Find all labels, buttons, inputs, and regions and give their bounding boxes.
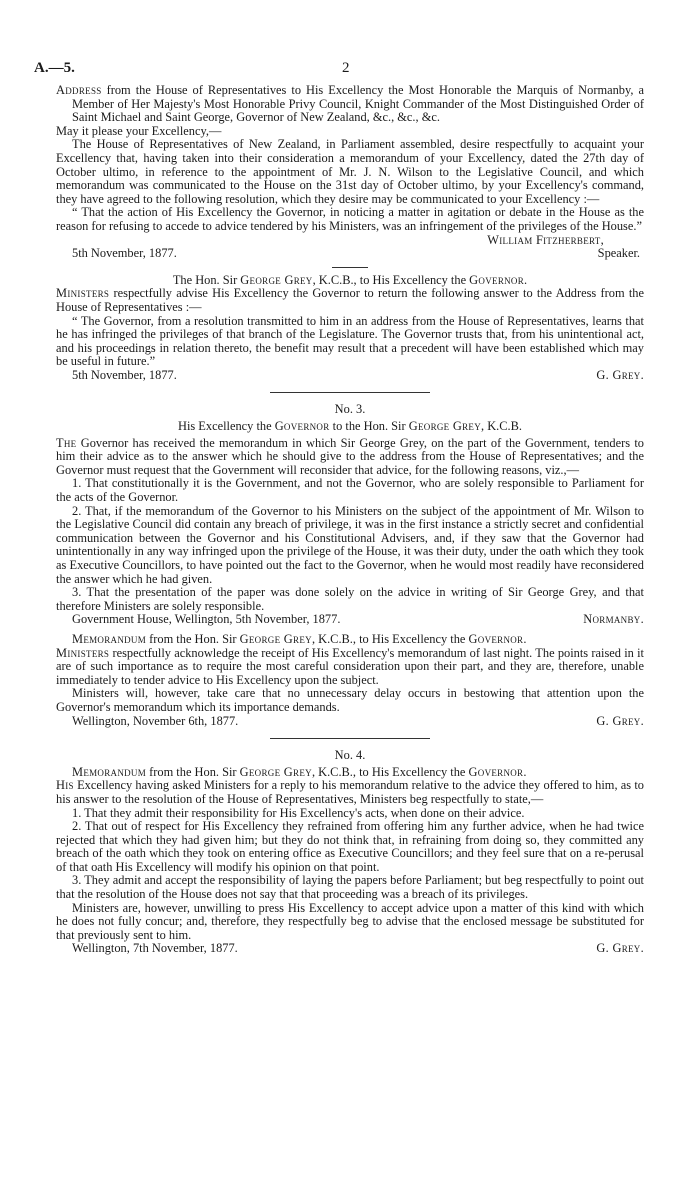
grey-memo-2-signature: G. Grey. xyxy=(596,713,644,728)
no3-point-3: 3. That the presentation of the paper was done solely on the advice in writing of Sir George Grey, and that therefore Ministers are solely responsible. xyxy=(56,585,644,613)
no3-signature: Normanby. xyxy=(583,612,644,627)
no3-place-date: Government House, Wellington, 5th November, 1877. xyxy=(72,612,341,627)
no4-section xyxy=(56,749,644,956)
grey-memo-1 xyxy=(56,274,644,383)
grey-memo-1-quote: “ The Governor, from a resolution transmitted to him in an address from the House of Representatives, learns that he has infringed the privileges of that branch of the Legislature. The Governor trusts that, from his unintentional act, and his proceedings in relation thereto, the benefit may result that a precedent will have been established which may be useful in future.” xyxy=(56,313,644,369)
grey-memo-2 xyxy=(56,633,644,728)
address-date: 5th November, 1877. xyxy=(72,246,177,261)
address-signatory-title: Speaker. xyxy=(597,246,640,261)
grey-memo-2-sign-row xyxy=(56,715,644,729)
no3-heading: His Excellency the Governor to the Hon. Sir George Grey, K.C.B. xyxy=(178,419,522,434)
grey-memo-1-heading: The Hon. Sir George Grey, K.C.B., to His Excellency the Governor. xyxy=(172,272,528,287)
section-divider xyxy=(270,738,430,739)
page-reference: A.—5. xyxy=(34,60,75,76)
no4-paragraph-4: Ministers are, however, unwilling to press His Excellency to accept advice upon a matter of this kind with which he does not fully concur; and, therefore, they respectfully beg to advise that the enclosed message be substituted for that previously sent to him. xyxy=(56,900,644,942)
no4-heading: Memorandum from the Hon. Sir George Grey, K.C.B., to His Excellency the Governor. xyxy=(72,764,527,779)
no3-point-1: 1. That constitutionally it is the Government, and not the Governor, who are solely responsible to Parliament for the acts of the Governor. xyxy=(56,476,644,505)
address-section xyxy=(56,84,644,261)
grey-memo-1-signature: G. Grey. xyxy=(596,367,644,382)
no3-sign-row xyxy=(56,613,644,627)
no3-intro: The Governor has received the memorandum in which Sir George Grey, on the part of the Government, tenders to him their advice as to the answer which he should give to the address from the House of Representatives; and the Governor must request that the Government will reconsider that advice, for the following reasons, viz.,— xyxy=(56,435,644,477)
address-heading: Address from the House of Representatives to His Excellency the Most Honorable the Marquis of Normanby, a Member of Her Majesty's Most Honorable Privy Council, Knight Commander of the Most Distinguished Order of Saint Michael and Saint George, Governor of New Zealand, &c., &c., &c. xyxy=(56,83,644,125)
page-header xyxy=(34,60,644,84)
grey-memo-2-heading: Memorandum from the Hon. Sir George Grey, K.C.B., to His Excellency the Governor. xyxy=(72,631,527,646)
no4-signature: G. Grey. xyxy=(596,941,644,956)
divider xyxy=(332,267,368,268)
address-salutation: May it please your Excellency,— xyxy=(56,123,222,138)
no3-point-2: 2. That, if the memorandum of the Governor to his Ministers on the subject of the appointment of Mr. Wilson to the Legislative Council did contain any breach of privilege, it was in the first instance a strictly secret and confidential communication between the Governor and his Constitutional Advisers, and, if they saw that the Governor had unintentionally in any way infringed upon the privilege of the House, it was their duty, under the oath which they took as Executive Councillors, to have pointed out the fact to the Governor, when he would most readily have reconsidered the answer which he had given. xyxy=(56,503,644,586)
grey-memo-2-body: Ministers respectfully acknowledge the receipt of His Excellency's memorandum of last night. The points raised in it are of such importance as to require the most careful consideration upon their part, and they are, therefore, unable immediately to tender advice to His Excellency upon the subject. xyxy=(56,645,644,687)
grey-memo-2-place-date: Wellington, November 6th, 1877. xyxy=(72,713,239,728)
address-signatory: William Fitzherbert, xyxy=(487,232,604,247)
no4-intro: His Excellency having asked Ministers for a reply to his memorandum relative to the advice they offered to him, as to his answer to the resolution of the House of Representatives, Ministers beg respectfully to state,— xyxy=(56,778,644,806)
no4-sign-row xyxy=(56,942,644,956)
address-resolution: “ That the action of His Excellency the Governor, in noticing a matter in agitation or debate in the House as the reason for refusing to accede to advice tendered by his Ministers, was an infringement of the privileges of the House.” xyxy=(56,205,644,233)
no4-point-3: 3. They admit and accept the responsibility of laying the papers before Parliament; but beg respectfully to point out that the resolution of the House does not say that that proceeding was a breach of its privileges. xyxy=(56,873,644,902)
no3-number: No. 3. xyxy=(334,402,366,417)
no4-point-2: 2. That out of respect for His Excellency they refrained from offering him any further advice, when he had twice rejected that which they had given him; but they do not think that, in refraining from doing so, they committed any breach of the oath which they took on entering office as Executive Councillors; and they feel sure that on a re-perusal of that oath His Excellency will modify his opinion on that point. xyxy=(56,819,644,874)
grey-memo-2-paragraph-2: Ministers will, however, take care that no unnecessary delay occurs in bestowing that attention upon the Governor's memorandum which its importance demands. xyxy=(56,686,644,714)
address-date-row xyxy=(56,247,644,261)
page-number: 2 xyxy=(342,60,350,76)
no4-point-1: 1. That they admit their responsibility for His Excellency's acts, when done on their advice. xyxy=(72,805,525,820)
no3-section xyxy=(56,403,644,627)
grey-memo-1-date: 5th November, 1877. xyxy=(72,367,177,382)
address-body: The House of Representatives of New Zealand, in Parliament assembled, desire respectfully to acquaint your Excellency that, having taken into their consideration a memorandum of your Excellency, dated the 27th day of October ultimo, in reference to the appointment of Mr. J. N. Wilson to the Legislative Council, and which memorandum was communicated to the House on the 31st day of October ultimo, by your Excellency's command, they have agreed to the following resolution, which they desire may be communicated to your Excellency :— xyxy=(56,137,644,206)
grey-memo-1-body: Ministers respectfully advise His Excellency the Governor to return the following answer to the Address from the House of Representatives :— xyxy=(56,286,644,314)
grey-memo-1-sign-row xyxy=(56,369,644,383)
no4-number: No. 4. xyxy=(334,748,366,763)
no4-place-date: Wellington, 7th November, 1877. xyxy=(72,941,238,956)
document-page xyxy=(34,60,644,956)
section-divider xyxy=(270,392,430,393)
